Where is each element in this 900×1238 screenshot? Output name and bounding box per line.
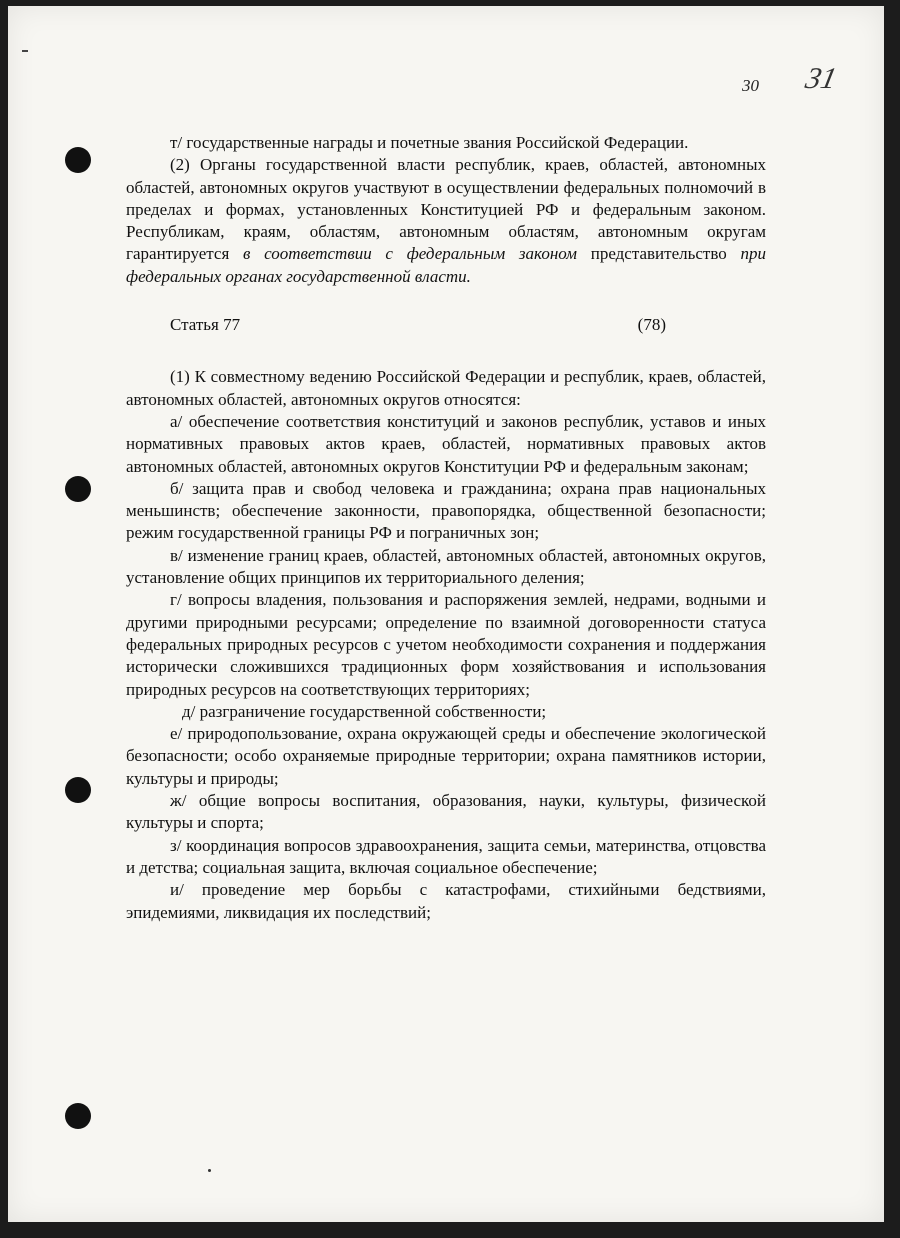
punch-hole bbox=[65, 777, 91, 803]
handwritten-page-number: 31 bbox=[802, 62, 840, 95]
speck bbox=[208, 1169, 211, 1172]
list-item: д/ разграничение государственной собственности; bbox=[182, 701, 547, 721]
page-number: 30 bbox=[742, 76, 759, 95]
list-item: з/ координация вопросов здравоохранения, защита семьи, материнства, отцовства и детства; социальная защита, включая социальное обеспечение; bbox=[126, 835, 766, 877]
list-item: е/ природопользование, охрана окружающей среды и обеспечение экологической безопасности; особо охраняемые природные территории; охрана памятников истории, культуры и природы; bbox=[126, 724, 766, 788]
paragraph-2-italic: в соответствии с федеральным законом bbox=[243, 244, 577, 264]
paragraph-1: (1) К совместному ведению Российской Федерации и республик, краев, областей, автономных областей, автономных округов относятся: bbox=[126, 367, 766, 409]
margin-mark bbox=[22, 50, 28, 52]
paragraph-2 bbox=[126, 154, 766, 288]
article-title: Статья 77 bbox=[170, 315, 241, 335]
list-item: а/ обеспечение соответствия конституций и законов республик, уставов и иных нормативных правовых актов краев, областей, нормативных правовых актов автономных областей, автономных округов Конституции РФ и федеральным законам; bbox=[126, 411, 766, 476]
document-page bbox=[8, 6, 884, 1222]
punch-hole bbox=[65, 147, 91, 173]
list-item: б/ защита прав и свобод человека и гражданина; охрана прав национальных меньшинств; обеспечение законности, правопорядка, общественной безопасности; режим государственной границы РФ и пограничных зон; bbox=[126, 478, 766, 543]
article-heading bbox=[126, 314, 766, 336]
punch-hole bbox=[65, 476, 91, 502]
item-t: т/ государственные награды и почетные звания Российской Федерации. bbox=[170, 133, 689, 152]
paragraph-2-text-2: представительство bbox=[577, 244, 741, 264]
paragraph-2-text: (2) Органы государственной власти республик, краев, областей, автономных областей, автономных округов участвуют в осуществлении федеральных полномочий в пределах и формах, установленных Конституцией РФ и федеральным законом. Республикам, краям, областям, автономным областям, автономным округам гарантируется bbox=[126, 155, 766, 264]
document-body bbox=[126, 132, 766, 924]
paragraph-2-italic-2: при федеральных органах государственной власти. bbox=[126, 244, 766, 286]
list-item: г/ вопросы владения, пользования и распоряжения землей, недрами, водными и другими природными ресурсами; определение по взаимной договоренности статуса федеральных природных ресурсов с учетом необходимости сохранения и поддержания исторически сложившихся традиционных форм хозяйствования и использования природных ресурсов на соответствующих территориях; bbox=[126, 590, 766, 699]
list-item: в/ изменение границ краев, областей, автономных областей, автономных округов, установление общих принципов их территориального деления; bbox=[126, 545, 766, 588]
list-item: ж/ общие вопросы воспитания, образования, науки, культуры, физической культуры и спорта; bbox=[126, 791, 766, 833]
article-reference: (78) bbox=[637, 315, 666, 335]
punch-hole bbox=[65, 1103, 91, 1129]
list-item: и/ проведение мер борьбы с катастрофами, стихийными бедствиями, эпидемиями, ликвидация их последствий; bbox=[126, 880, 766, 922]
